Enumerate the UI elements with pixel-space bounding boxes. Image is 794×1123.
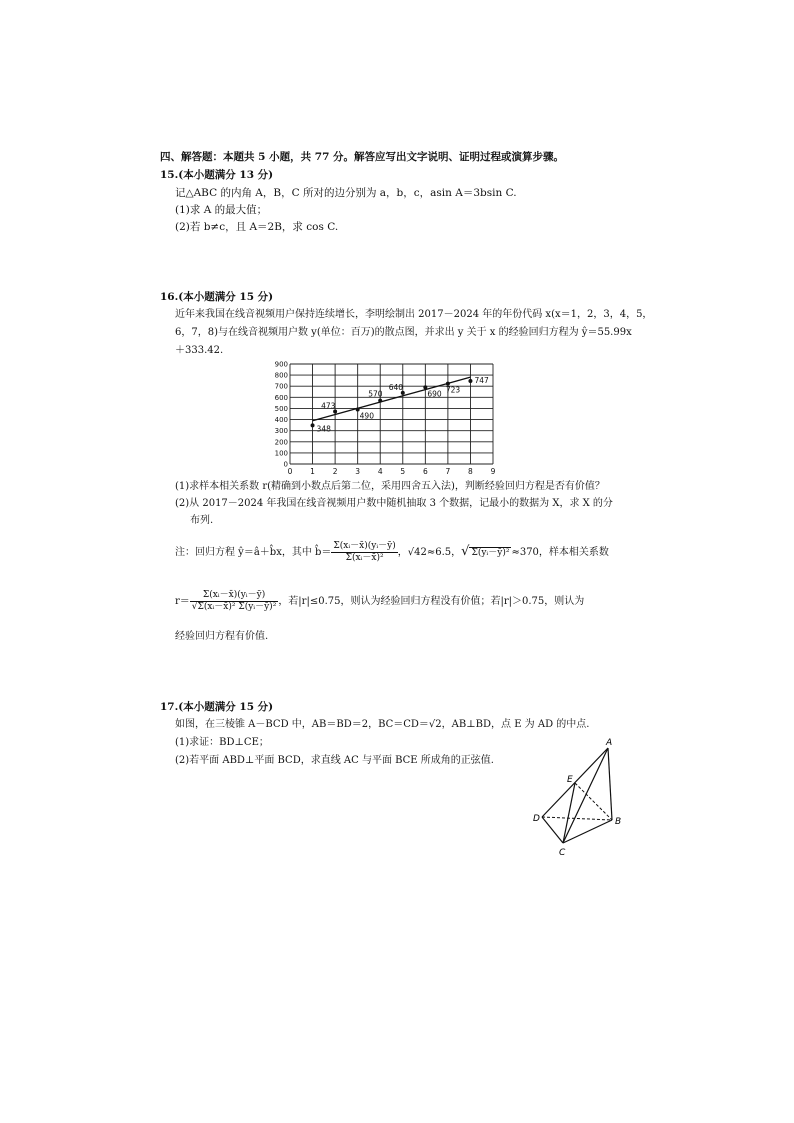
data-label: 723 — [445, 385, 461, 395]
q15-number: 15. — [160, 169, 179, 181]
note-sqrt-sum-suffix: ≈370，样本相关系数 — [511, 547, 609, 558]
q16-note-line2 — [175, 590, 584, 614]
q17-part1: (1)求证：BD⊥CE； — [175, 737, 269, 748]
data-label: 490 — [359, 411, 374, 421]
note-sqrt-sum: Σ(yᵢ－ȳ)² — [471, 548, 510, 558]
q16-score: (本小题满分 15 分) — [178, 291, 274, 303]
edge-AD — [542, 748, 608, 817]
q17-score: (本小题满分 15 分) — [178, 701, 274, 713]
tetrahedron-figure — [530, 735, 630, 860]
r-formula-denominator: √Σ(xᵢ－x̄)² Σ(yᵢ－ȳ)² — [191, 602, 277, 612]
edge-AC — [563, 748, 608, 843]
x-tick-label: 7 — [445, 467, 451, 476]
y-tick-label: 100 — [274, 449, 288, 458]
q16-header — [160, 290, 273, 304]
x-tick-label: 5 — [400, 467, 406, 476]
r-formula-numerator: Σ(xᵢ－x̄)(yᵢ－ȳ) — [190, 590, 279, 602]
edge-CB — [563, 820, 612, 843]
q15-score: (本小题满分 13 分) — [178, 169, 274, 181]
q16-part2-line1: (2)从 2017－2024 年我国在线音视频用户数中随机抽取 3 个数据，记最小的数据为 X，求 X 的分 — [175, 498, 613, 509]
edge-EB-dashed — [575, 783, 612, 820]
note-sqrt42: ，√42≈6.5， — [397, 547, 462, 558]
y-tick-label: 200 — [274, 438, 288, 447]
x-tick-label: 1 — [310, 467, 315, 476]
b-formula-numerator: Σ(xᵢ－x̄)(yᵢ－ȳ) — [333, 541, 396, 551]
x-tick-label: 2 — [332, 467, 338, 476]
q15-part2: (2)若 b≠c，且 A＝2B，求 cos C. — [175, 221, 339, 233]
x-tick-label: 9 — [490, 467, 496, 476]
q17-part2: (2)若平面 ABD⊥平面 BCD，求直线 AC 与平面 BCE 所成角的正弦值. — [175, 755, 494, 766]
label-B: B — [615, 817, 622, 827]
y-tick-label: 700 — [274, 382, 288, 391]
x-tick-label: 0 — [287, 467, 293, 476]
section-heading: 四、解答题：本题共 5 小题，共 77 分。解答应写出文字说明、证明过程或演算步骤。 — [160, 151, 565, 163]
x-tick-label: 6 — [422, 467, 428, 476]
note-r-suffix: ，若|r|≤0.75，则认为经验回归方程没有价值；若|r|＞0.75，则认为 — [278, 596, 585, 607]
label-C: C — [559, 848, 566, 858]
q15-header — [160, 168, 273, 182]
q17-stem: 如图，在三棱锥 A－BCD 中，AB＝BD＝2，BC＝CD＝√2，AB⊥BD，点 E 为 AD 的中点. — [175, 719, 590, 730]
q17-header — [160, 700, 273, 714]
q16-stem-line1: 近年来我国在线音视频用户保持连续增长，李明绘制出 2017－2024 年的年份代码 x(x＝1，2，3，4，5， — [175, 309, 653, 320]
data-point — [378, 399, 382, 403]
q16-note-line1: 注：回归方程 ŷ＝â＋b̂x，其中 b̂＝ $\frac{\text{Σ(xᵢ－x̄)(yᵢ－ȳ)}}{\text{Σ(xᵢ－x̄)²}}$ ，√42≈6.5，√ Σ(yᵢ－ȳ)² ≈370，样本相关系数 — [175, 541, 609, 563]
edge-DC — [542, 817, 563, 843]
b-formula-denominator: Σ(xᵢ－x̄)² — [345, 553, 384, 563]
data-label: 348 — [316, 424, 331, 434]
y-tick-label: 800 — [274, 371, 288, 380]
q16-number: 16. — [160, 291, 179, 303]
note-r-prefix: r＝ — [175, 596, 190, 607]
y-tick-label: 300 — [274, 427, 288, 436]
label-A: A — [606, 738, 613, 748]
q15-stem: 记△ABC 的内角 A，B，C 所对的边分别为 a，b，c，asin A＝3bsin C. — [175, 187, 517, 199]
q16-note-last: 经验回归方程有价值. — [175, 631, 269, 642]
q17-number: 17. — [160, 701, 179, 713]
data-label: 640 — [388, 382, 404, 392]
label-D: D — [533, 814, 540, 824]
q16-part1: (1)求样本相关系数 r(精确到小数点后第二位，采用四舍五入法)，判断经验回归方程是否有价值？ — [175, 481, 605, 492]
q16-part2-line2: 布列. — [190, 515, 214, 526]
label-E: E — [567, 775, 573, 785]
x-tick-label: 4 — [377, 467, 383, 476]
note-prefix: 注：回归方程 ŷ＝â＋b̂x，其中 b̂＝ — [175, 547, 332, 558]
y-tick-label: 0 — [283, 460, 288, 469]
q15-part1: (1)求 A 的最大值； — [175, 204, 268, 216]
edge-CE — [563, 783, 575, 843]
data-point — [468, 379, 472, 383]
data-label: 473 — [321, 401, 336, 411]
data-point — [311, 423, 315, 427]
r-formula — [190, 590, 279, 613]
data-label: 747 — [474, 376, 489, 385]
q16-stem-line2: 6，7，8)与在线音视频用户数 y(单位：百万)的散点图，并求出 y 关于 x 的经验回归方程为 ŷ＝55.99x — [175, 327, 632, 338]
x-tick-label: 8 — [468, 467, 473, 476]
data-label: 690 — [427, 389, 442, 399]
y-tick-label: 600 — [274, 393, 288, 402]
edge-AB — [608, 748, 612, 820]
q16-stem-line3: ＋333.42. — [175, 345, 224, 356]
data-label: 570 — [368, 389, 383, 399]
y-tick-label: 400 — [274, 416, 288, 425]
scatter-plot — [270, 358, 505, 478]
b-formula — [331, 541, 397, 564]
y-tick-label: 500 — [274, 404, 288, 413]
edge-DB-dashed — [542, 817, 612, 820]
x-tick-label: 3 — [355, 467, 361, 476]
y-tick-label: 900 — [274, 360, 288, 369]
